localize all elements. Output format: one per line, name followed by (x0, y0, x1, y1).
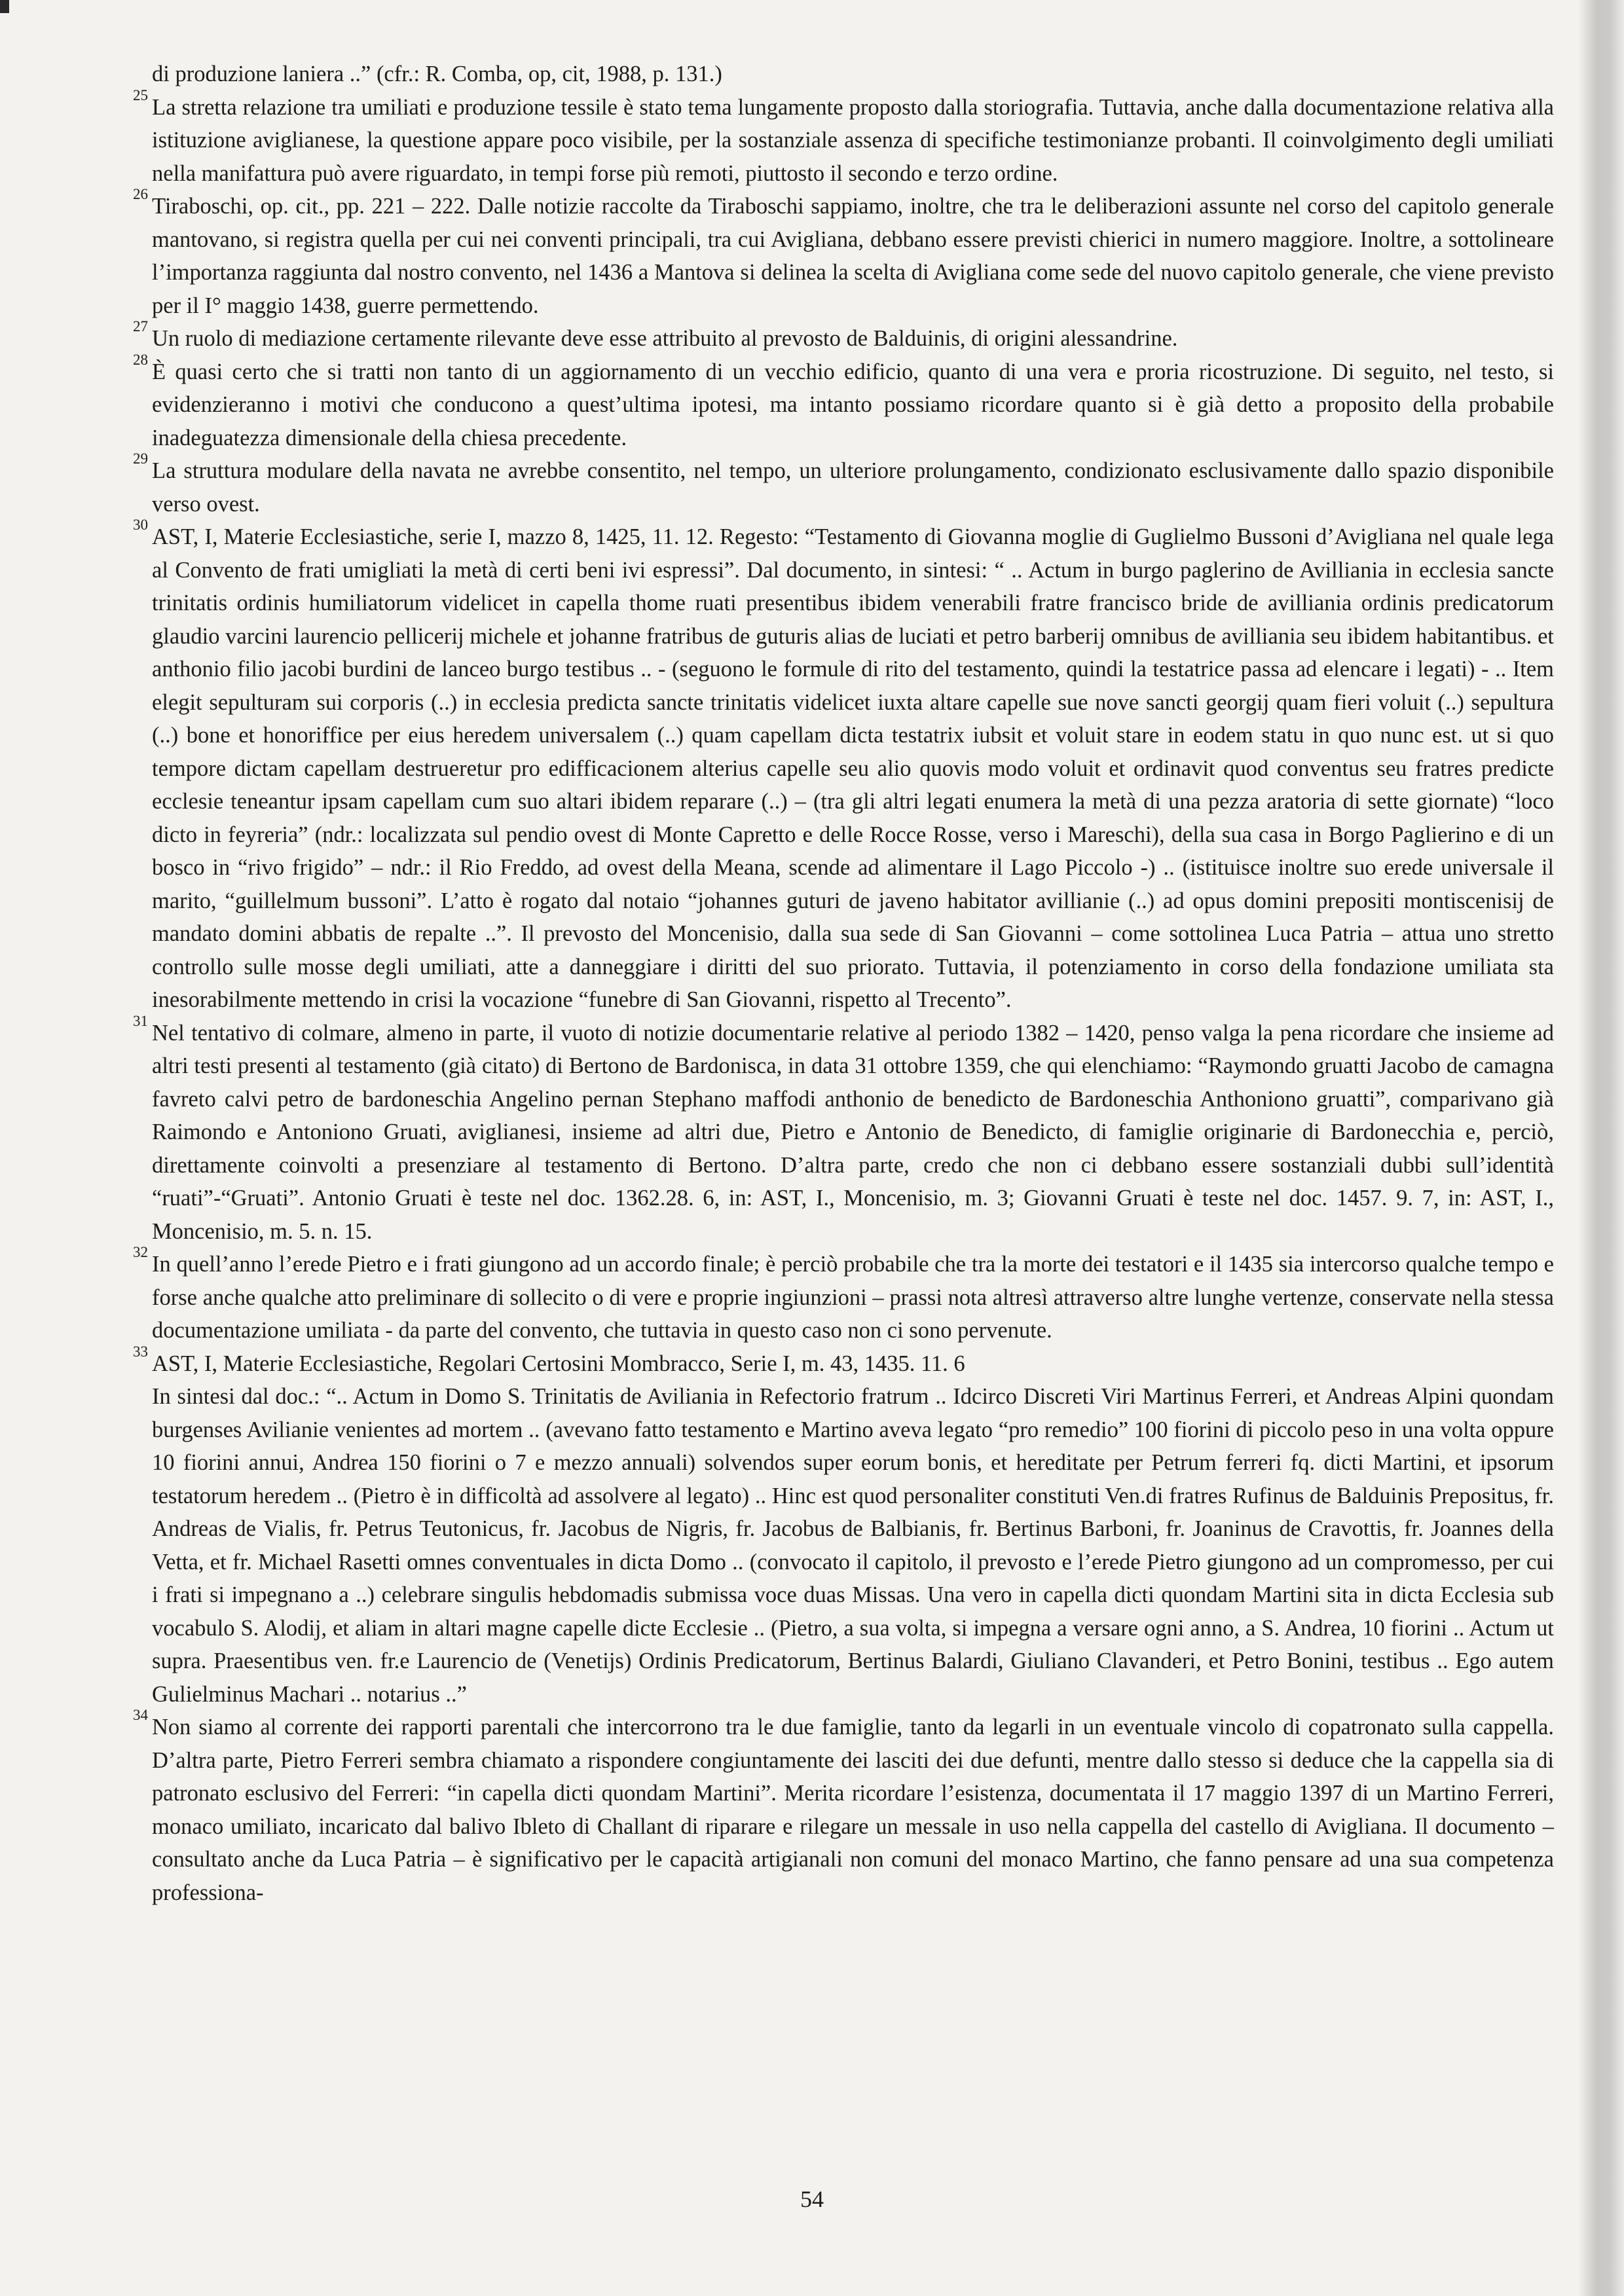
footnote-text: Non siamo al corrente dei rapporti parentali che intercorrono tra le due famiglie, tanto da legarli in un eventuale vincolo di copatronato sulla cappella. D’altra parte, Pietro Ferreri sembra chiamato a rispondere congiuntamente dei lasciti dei due defunti, mentre dallo stesso si deduce che la cappella sia di patronato esclusivo del Ferreri: “in capella dicti quondam Martini”. Merita ricordare l’esistenza, documentata il 17 maggio 1397 di un Martino Ferreri, monaco umiliato, incaricato dal balivo Ibleto di Challant di riparare e rilegare un messale in uso nella cappella del castello di Avigliana. Il documento – consultato anche da Luca Patria – è significativo per le capacità artigianali non comuni del monaco Martino, che fanno pensare ad una sua competenza professiona- (152, 1715, 1554, 1905)
footnote-number: 32 (133, 1244, 148, 1260)
footnote-text: Tiraboschi, op. cit., pp. 221 – 222. Dalle notizie raccolte da Tiraboschi sappiamo, inoltre, che tra le deliberazioni assunte nel corso del capitolo generale mantovano, si registra quella per cui nei conventi principali, tra cui Avigliana, debbano essere previsti chierici in numero maggiore. Inoltre, a sottolineare l’importanza raggiunta dal nostro convento, nel 1436 a Mantova si delinea la scelta di Avigliana come sede del nuovo capitolo generale, che viene previsto per il I° maggio 1438, guerre permettendo. (152, 194, 1554, 318)
footnote-text: In quell’anno l’erede Pietro e i frati giungono ad un accordo finale; è perciò probabile che tra la morte dei testatori e il 1435 sia intercorso qualche tempo e forse anche qualche atto preliminare di sollecito o di vere e proprie ingiunzioni – prassi nota altresì attraverso altre lunghe vertenze, conservate nella stessa documentazione umiliata - da parte del convento, che tuttavia in questo caso non ci sono pervenute. (152, 1252, 1554, 1343)
footnotes-block (117, 58, 1554, 1909)
footnote (117, 1012, 1554, 1248)
footnote-text: In sintesi dal doc.: “.. Actum in Domo S. Trinitatis de Aviliania in Refectorio fratrum .. Idcirco Discreti Viri Martinus Ferreri, et Andreas Alpini quondam burgenses Avilianie venientes ad mortem .. (avevano fatto testamento e Martino aveva legato “pro remedio” 100 fiorini di piccolo peso in una volta oppure 10 fiorini annui, Andrea 150 fiorini o 7 e mezzo annuali) solvendos super eorum bonis, et hereditate per Petrum ferreri fq. dicti Martini, et ipsorum testatorum heredem .. (Pietro è in difficoltà ad assolvere al legato) .. Hinc est quod personaliter constituti Ven.di fratres Rufinus de Balduinis Prepositus, fr. Andreas de Vialis, fr. Petrus Teutonicus, fr. Jacobus de Nigris, fr. Jacobus de Balbianis, fr. Bertinus Barboni, fr. Joaninus de Cravottis, fr. Joannes della Vetta, et fr. Michael Rasetti omnes conventuales in dicta Domo .. (convocato il capitolo, il prevosto e l’erede Pietro giungono ad un compromesso, per cui i frati si impegnano a ..) celebrare singulis hebdomadis submissa voce duas Missas. Una vero in capella dicti quondam Martini sita in dicta Ecclesia sub vocabulo S. Alodij, et aliam in altari magne capelle dicte Ecclesie .. (Pietro, a sua volta, si impegna a versare ogni anno, a S. Andrea, 10 fiorini .. Actum ut supra. Praesentibus ven. fr.e Laurencio de (Venetijs) Ordinis Predicatorum, Bertinus Balardi, Giuliano Clavanderi, et Petro Bonini, testibus .. Ego autem Gulielminus Machari .. notarius ..” (152, 1384, 1554, 1707)
footnote (117, 351, 1554, 455)
footnote-number: 25 (133, 86, 148, 103)
footnote-number: 26 (133, 186, 148, 202)
page-number: 54 (800, 2186, 824, 2212)
footnote-text: Nel tentativo di colmare, almeno in parte, il vuoto di notizie documentarie relative al periodo 1382 – 1420, penso valga la pena ricordare che insieme ad altri testi presenti al testamento (già citato) di Bertono de Bardonisca, in data 31 ottobre 1359, che qui elenchiamo: “Raymondo gruatti Jacobo de camagna favreto calvi petro de bardoneschia Angelino pernan Stephano maffodi anthonio de benedicto de Bardoneschia Anthoniono gruatti”, comparivano già Raimondo e Antoniono Gruati, aviglianesi, insieme ad altri due, Pietro e Antonio de Benedicto, di famiglie originarie di Bardonecchia e, perciò, direttamente coinvolti a presenziare al testamento di Bertono. D’altra parte, credo che non ci debbano essere sostanziali dubbi sull’identità “ruati”-“Gruati”. Antonio Gruati è teste nel doc. 1362.28. 6, in: AST, I., Moncenisio, m. 3; Giovanni Gruati è teste nel doc. 1457. 9. 7, in: AST, I., Moncenisio, m. 5. n. 15. (152, 1020, 1554, 1244)
footnote (117, 186, 1554, 322)
footnote-text: di produzione laniera ..” (cfr.: R. Comba, op, cit, 1988, p. 131.) (152, 62, 722, 86)
footnote (117, 1244, 1554, 1347)
footnote-text: AST, I, Materie Ecclesiastiche, Regolari Certosini Mombracco, Serie I, m. 43, 1435. 11. 6 (152, 1351, 965, 1376)
footnote-number: 27 (133, 318, 148, 335)
footnote (117, 86, 1554, 191)
footnote-number: 28 (133, 351, 148, 368)
footnote-text: AST, I, Materie Ecclesiastiche, serie I, mazzo 8, 1425, 11. 12. Regesto: “Testamento di Giovanna moglie di Guglielmo Bussoni d’Avigliana nel quale lega al Convento de frati umigliati la metà di certi beni ivi espressi”. Dal documento, in sintesi: “ .. Actum in burgo paglerino de Avilliania in ecclesia sancte trinitatis ordinis humiliatorum videlicet in capella thome ruati presentibus ibidem venerabili fratre francisco bride de avilliania ordinis predicatorum glaudio varcini laurencio pellicerij michele et johanne fratribus de guturis alias de luciati et petro barberij omnibus de avilliania seu ibidem habitantibus. et anthonio filio jacobi burdini de lanceo burgo testibus .. - (seguono le formule di rito del testamento, quindi la testatrice passa ad elencare i legati) - .. Item elegit sepulturam sui corporis (..) in ecclesia predicta sancte trinitatis videlicet iuxta altare capelle sue nove sancti georgij quam fieri voluit (..) sepultura (..) bone et honoriffice per eius heredem universalem (..) quam capellam dicta testatrix iubsit et voluit stare in eodem statu in quo nunc est. ut si quo tempore dictam capellam destrueretur pro edifficacionem alterius capelle seu alio quovis modo voluit et ordinavit quod conventus seu fratres predicte ecclesie teneantur ipsam capellam cum suo altari ibidem reparare (..) – (tra gli altri legati enumera la metà di una pezza aratoria di sette giornate) “loco dicto in feyreria” (ndr.: localizzata sul pendio ovest di Monte Capretto e delle Rocce Rosse, verso i Mareschi), della sua casa in Borgo Paglierino e di un bosco in “rivo frigido” – ndr.: il Rio Freddo, ad ovest della Meana, scende ad alimentare il Lago Piccolo -) .. (istituisce inoltre suo erede universale il marito, “guillelmum bussoni”. L’atto è rogato dal notaio “johannes guturi de javeno habitator avillianie (..) ad opus domini prepositi montiscenisij de mandato domini abbatis de repalte ..”. Il prevosto del Moncenisio, dalla sua sede di San Giovanni – come sottolinea Luca Patria – attua uno stretto controllo sulle mosse degli umiliati, atte a danneggiare i diritti del suo priorato. Tuttavia, il potenziamento in corso della fondazione umiliata sta inesorabilmente mettendo in crisi la vocazione “funebre di San Giovanni, rispetto al Trecento”. (152, 524, 1554, 1012)
footnote (117, 517, 1554, 1017)
footnote (117, 1343, 1554, 1711)
footnote-number: 34 (133, 1707, 148, 1723)
footnote (117, 318, 1554, 355)
footnote-text: Un ruolo di mediazione certamente rilevante deve esse attribuito al prevosto de Balduinis, di origini alessandrine. (152, 326, 1178, 351)
footnote-number: 33 (133, 1343, 148, 1360)
footnote (117, 58, 1554, 91)
scan-corner-mark (0, 0, 9, 13)
binding-shadow (1578, 0, 1624, 2296)
footnote-text: La stretta relazione tra umiliati e produzione tessile è stato tema lungamente proposto dalla storiografia. Tuttavia, anche dalla documentazione relativa alla istituzione aviglianese, la questione appare poco visibile, per la sostanziale assenza di specifiche testimonianze probanti. Il coinvolgimento degli umiliati nella manifattura può avere riguardato, in tempi forse più remoti, piuttosto il secondo e terzo ordine. (152, 94, 1554, 186)
footnote-text: La struttura modulare della navata ne avrebbe consentito, nel tempo, un ulteriore prolungamento, condizionato esclusivamente dallo spazio disponibile verso ovest. (152, 458, 1554, 517)
footnote-number: 30 (133, 517, 148, 533)
footnote (117, 450, 1554, 520)
footnote-number: 31 (133, 1012, 148, 1029)
footnote-number: 29 (133, 450, 148, 467)
footnote (117, 1707, 1554, 1909)
footnote-text: È quasi certo che si tratti non tanto di un aggiornamento di un vecchio edificio, quanto di una vera e proria ricostruzione. Di seguito, nel testo, si evidenzieranno i motivi che conducono a quest’ultima ipotesi, ma intanto possiamo ricordare quanto si è già detto a proposito della probabile inadeguatezza dimensionale della chiesa precedente. (152, 359, 1554, 450)
